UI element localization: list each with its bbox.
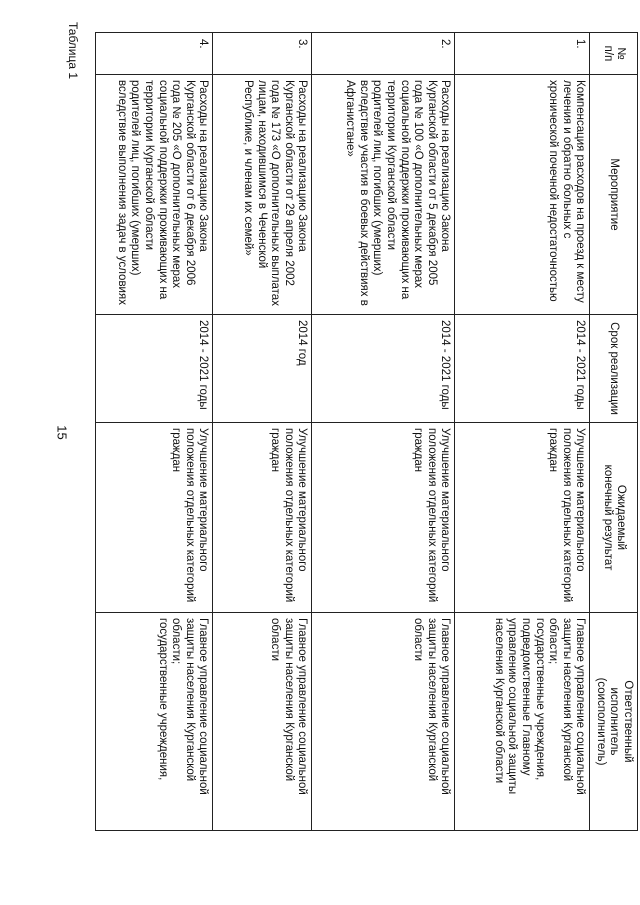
table-row [96, 33, 213, 831]
document-sheet [108, 32, 638, 830]
cell-activity: Расходы на реализацию Закона Курганской области от 29 апреля 2002 года № 173 «О дополнительных выплатах лицам, находившимся в Чеченской Республике, и членам их семей» [213, 75, 312, 315]
activities-table [95, 32, 638, 831]
cell-activity: Расходы на реализацию Закона Курганской области от 6 декабря 2006 года № 205 «О дополнительных мерах социальной поддержки проживающих на территории Курганской области родителей лиц, погибших (умерших) вследствие выполнения задач в условиях [96, 75, 213, 315]
header-num: № п/п [590, 33, 638, 75]
cell-result: Улучшение материального положения отдельных категорий граждан [455, 423, 590, 613]
cell-result: Улучшение материального положения отдельных категорий граждан [213, 423, 312, 613]
cell-responsible: Главное управление социальной защиты населения Курганской области; государственные учреждения, подведомственные Главному управлению социальной защиты населения Курганской области [455, 613, 590, 831]
cell-activity: Расходы на реализацию Закона Курганской области от 5 декабря 2005 года № 100 «О дополнительных мерах социальной поддержки проживающих на территории Курганской области родителей лиц, погибших (умерших) вследствие участия в боевых действиях в Афганистане» [312, 75, 455, 315]
cell-term: 2014 - 2021 годы [96, 315, 213, 423]
header-result: Ожидаемый конечный результат [590, 423, 638, 613]
cell-activity: Компенсация расходов на проезд к месту лечения и обратно больных с хронической почечной недостаточностью [455, 75, 590, 315]
cell-responsible: Главное управление социальной защиты населения Курганской области [213, 613, 312, 831]
cell-num: 4. [96, 33, 213, 75]
cell-term: 2014 - 2021 годы [312, 315, 455, 423]
header-responsible: Ответственный исполнитель (соисполнитель) [590, 613, 638, 831]
page-number: 15 [54, 425, 70, 440]
cell-term: 2014 - 2021 годы [455, 315, 590, 423]
cell-num: 3. [213, 33, 312, 75]
cell-result: Улучшение материального положения отдельных категорий граждан [96, 423, 213, 613]
header-term: Срок реализации [590, 315, 638, 423]
table-caption: Таблица 1 [66, 22, 80, 80]
table-row [213, 33, 312, 831]
cell-num: 2. [312, 33, 455, 75]
header-activity: Мероприятие [590, 75, 638, 315]
table-row [455, 33, 590, 831]
cell-num: 1. [455, 33, 590, 75]
cell-responsible: Главное управление социальной защиты населения Курганской области; государственные учреждения, [96, 613, 213, 831]
cell-result: Улучшение материального положения отдельных категорий граждан [312, 423, 455, 613]
cell-term: 2014 год [213, 315, 312, 423]
table-header-row [590, 33, 638, 831]
cell-responsible: Главное управление социальной защиты населения Курганской области [312, 613, 455, 831]
table-row [312, 33, 455, 831]
